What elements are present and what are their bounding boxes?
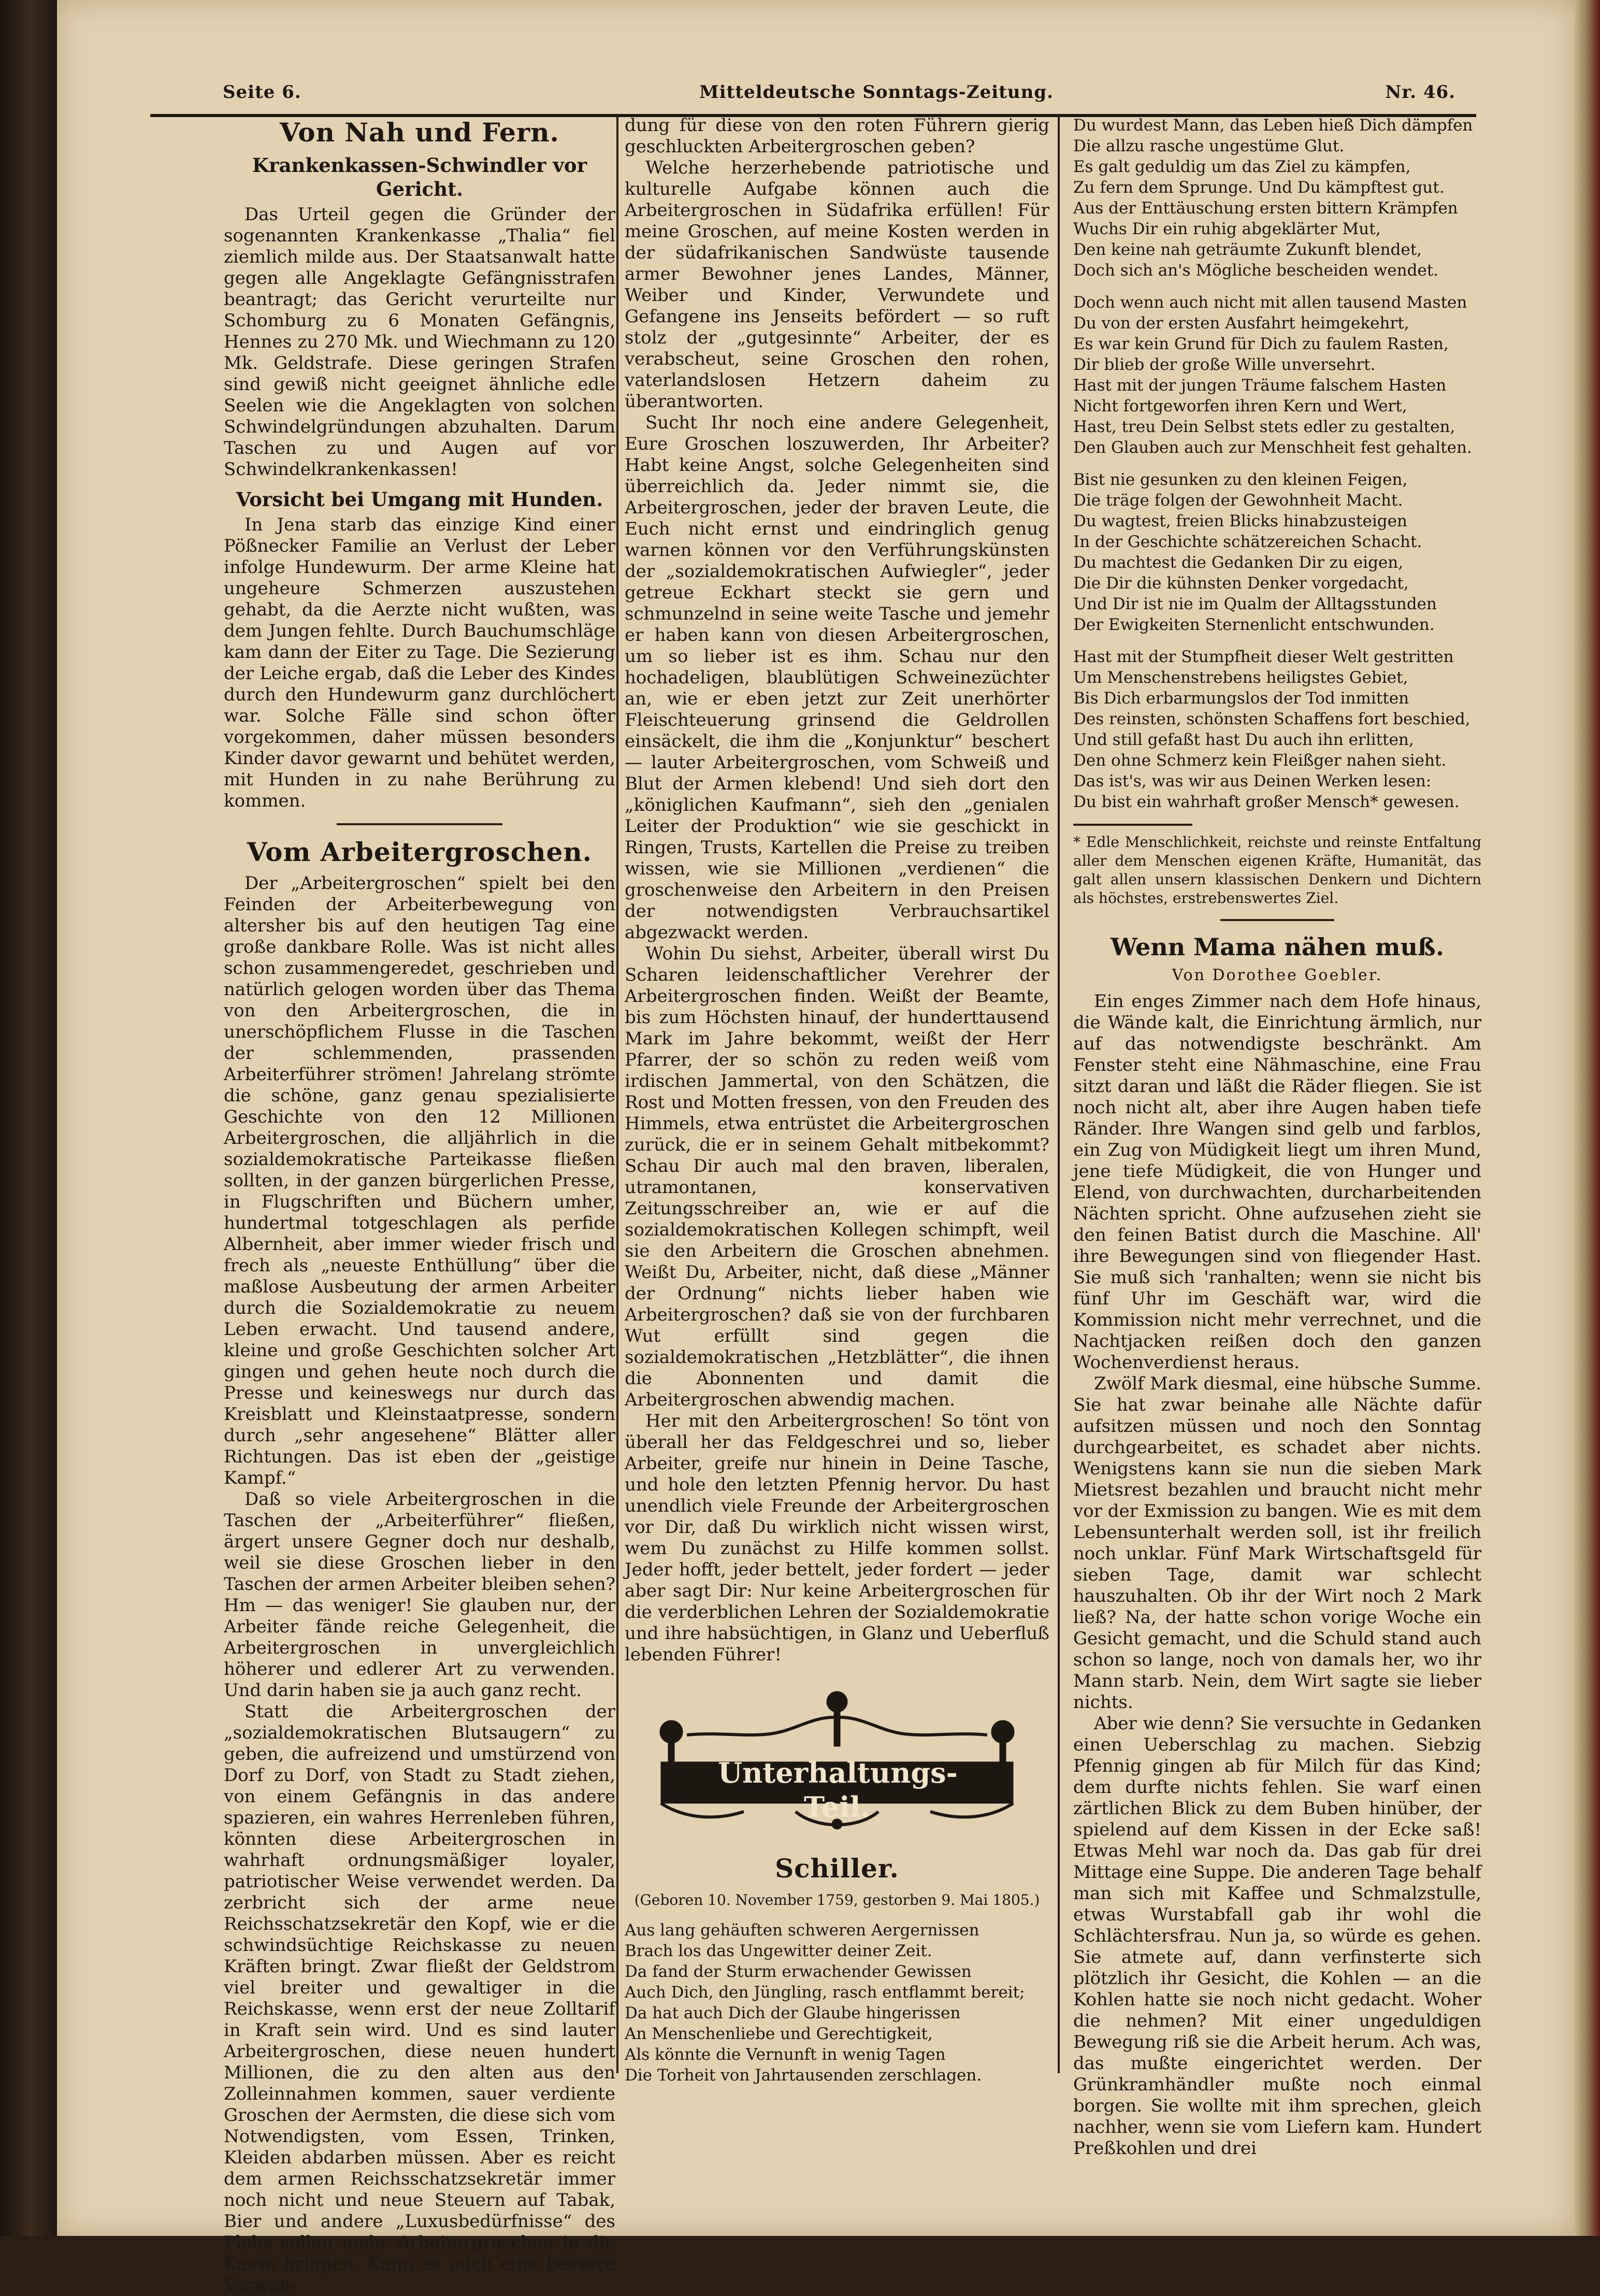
banner-title: Unterhaltungs-Teil. <box>718 1756 958 1824</box>
column-2 <box>625 115 1049 2097</box>
article-paragraph: In Jena starb das einzige Kind einer Pößnecker Familie an Verlust der Leber infolge Hundewurm. Der arme Kleine hat ungeheure Schmerzen auszustehen gehabt, da die Aerzte nicht wußten, was dem Jungen fehlte. Durch Bauchumschläge kam dann der Eiter zu Tage. Die Sezierung der Leiche ergab, daß die Leber des Kindes durch den Hundewurm ganz durchlöchert war. Solche Fälle sind schon öfter vorgekommen, daher müssen besonders Kinder davor gewarnt und behütet werden, mit Hunden in zu nahe Berührung zu kommen. <box>224 514 615 811</box>
article-paragraph: Aber wie denn? Sie versuchte in Gedanken einen Ueberschlag zu machen. Siebzig Pfennig gingen ab für Milch für das Kind; dem durfte nichts fehlen. Sie warf einen zärtlichen Blick zu dem Buben hinüber, der spielend auf dem Kissen in der Ecke saß! Etwas Mehl war noch da. Das gab für drei Mittage eine Suppe. Die anderen Tage behalf man sich mit Kaffee und Schmalzstulle, etwas Wurstabfall gab ihr wohl die Schlächtersfrau. Nun ja, so würde es gehen. Sie atmete auf, dann verfinsterte sich plötzlich ihr Gesicht, die Kohlen — an die Kohlen hatte sie noch nicht gedacht. Woher die nehmen? Mit einer ungeduldigen Bewegung riß sie die Arbeit herum. Ach was, das mußte eingerichtet werden. Der Grünkramhändler mußte noch einmal borgen. Sie wollte mit ihm sprechen, gleich nachher, wenn sie vom Liefern kam. Hundert Preßkohlen und drei <box>1073 1713 1481 2159</box>
section-title-von-nah-und-fern: Von Nah und Fern. <box>280 117 559 148</box>
page-header <box>150 78 1476 117</box>
article-paragraph: Zwölf Mark diesmal, eine hübsche Summe. Sie hat zwar beinahe alle Nächte dafür aufsitzen müssen und noch den Sonntag durchgearbeitet, es schadet aber nichts. Wenigstens kann sie nun die sieben Mark Mietsrest bezahlen und braucht nicht mehr vor der Exmission zu bangen. Wie es mit dem Lebensunterhalt werden soll, ist ihr freilich noch unklar. Fünf Mark Wirtschaftsgeld für sieben Tage, damit war schlecht hauszuhalten. Ob ihr der Wirt noch 2 Mark ließ? Na, der hatte schon vorige Woche ein Gesicht gemacht, und die Schuld stand auch schon so lange, noch von damals her, wo ihr Mann starb. Nein, dem Wirt sagte sie lieber nichts. <box>1073 1373 1481 1713</box>
issue-number: Nr. 46. <box>1385 82 1455 103</box>
headline-krankenkassen: Krankenkassen-Schwindler vor Gericht. <box>252 154 587 200</box>
poem-stanza: Hast mit der Stumpfheit dieser Welt gestritten Um Menschenstrebens heiligstes Gebiet, Bis Dich erbarmungslos der Tod inmitten Des reinsten, schönsten Schaffens fort beschied, Und still gefaßt hast Du auch ihn erlitten, Den ohne Schmerz kein Fleißger nahen sieht. Das ist's, was wir aus Deinen Werken lesen: Du bist ein wahrhaft großer Mensch* gewesen. <box>1073 648 1471 811</box>
article-paragraph: Der „Arbeitergroschen“ spielt bei den Feinden der Arbeiterbewegung von altersher bis auf den heutigen Tag eine große dankbare Rolle. Was ist nicht alles schon zusammengeredet, geschrieben und natürlich gelogen worden über das Thema von den Arbeitergroschen, die in unerschöpflichem Flusse in die Taschen der schlemmenden, prassenden Arbeiterführer strömen! Jahrelang strömte die schöne, ganz genau spezialisierte Geschichte von den 12 Millionen Arbeitergroschen, die alljährlich in die sozialdemokratische Parteikasse fließen sollten, in der ganzen bürgerlichen Presse, in Flugschriften und Büchern umher, hundertmal totgeschlagen als perfide Albernheit, aber immer wieder frisch und frech als „neueste Enthüllung“ über die maßlose Ausbeutung der armen Arbeiter durch die Sozialdemokratie zu neuem Leben erwacht. Und tausend andere, kleine und große Geschichten solcher Art gingen und gehen heute noch durch die Presse und keineswegs nur durch das Kreisblatt und Kleinstaatpresse, sondern durch „sehr angesehene“ Blätter aller Richtungen. Das ist eben der „geistige Kampf.“ <box>224 873 615 1488</box>
article-paragraph: dung für diese von den roten Führern gierig geschluckten Arbeitergroschen geben? <box>625 115 1049 157</box>
poem-stanza: Bist nie gesunken zu den kleinen Feigen, Die träge folgen der Gewohnheit Macht. Du wagtest, freien Blicks hinabzusteigen In der Geschichte schätzereichen Schacht. Du machtest die Gedanken Dir zu eigen, Die Dir die kühnsten Denker vorgedacht, Und Dir ist nie im Qualm der Alltagsstunden Der Ewigkeiten Sternenlicht entschwunden. <box>1073 470 1437 634</box>
story-title: Wenn Mama nähen muß. <box>1111 933 1444 961</box>
separator-rule <box>1073 824 1192 826</box>
article-paragraph: Das Urteil gegen die Gründer der sogenannten Krankenkasse „Thalia“ fiel ziemlich milde aus. Der Staatsanwalt hatte gegen alle Angeklagte Gefängnisstrafen beantragt; das Gericht verurteilte nur Schomburg zu 6 Monaten Gefängnis, Hennes zu 270 Mk. und Wiechmann zu 120 Mk. Geldstrafe. Diese geringen Strafen sind gewiß nicht geeignet ähnliche edle Seelen wie die Angeklagten von solchen Schwindelgründungen abzuhalten. Darum Taschen zu und Augen auf vor Schwindelkrankenkassen! <box>224 204 615 480</box>
article-paragraph: Sucht Ihr noch eine andere Gelegenheit, Eure Groschen loszuwerden, Ihr Arbeiter? Habt keine Angst, solche Gelegenheiten sind überreichlich da. Jeder nimmt sie, die Arbeitergroschen, jeder der braven Leute, die Euch nicht ernst und eindringlich genug warnen können vor den Verführungskünsten der „sozialdemokratischen Aufwiegler“, jeder getreue Eckhart steckt sie gern und schmunzelnd in seine weite Tasche und jemehr er haben kann von diesen Arbeitergroschen, um so lieber ist es ihm. Schau nur den hochadeligen, blaublütigen Schweinezüchter an, wie er eben jetzt zur Zeit unerhörter Fleischteuerung grinsend die Geldrollen einsäckelt, die ihm die „Konjunktur“ beschert — lauter Arbeitergroschen, vom Schweiß und Blut der Armen klebend! Und sieh dort den „königlichen Kaufmann“, sieh den „genialen Leiter der Produktion“ wie sie geschickt in Ringen, Trusts, Kartellen die Preise zu treiben wissen, wie sie Millionen „verdienen“ die groschenweise den Arbeitern in den Preisen der notwendigsten Verbrauchsartikel abgezwackt werden. <box>625 412 1049 943</box>
page-number: Seite 6. <box>223 82 301 103</box>
newspaper-title: Mitteldeutsche Sonntags-Zeitung. <box>699 82 1054 103</box>
poem-stanza: Aus lang gehäuften schweren Aergernissen Brach los das Ungewitter deiner Zeit. Da fand der Sturm erwachender Gewissen Auch Dich, den Jüngling, rasch entflammt bereit; Da hat auch Dich der Glaube hingerissen An Menschenliebe und Gerechtigkeit, Als könnte die Vernunft in wenig Tagen Die Torheit von Jahrtausenden zerschlagen. <box>625 1921 1025 2085</box>
article-paragraph: Ein enges Zimmer nach dem Hofe hinaus, die Wände kalt, die Einrichtung ärmlich, nur auf das notwendigste beschränkt. Am Fenster steht eine Nähmaschine, eine Frau sitzt daran und läßt die Räder fliegen. Sie ist noch nicht alt, aber ihre Augen haben tiefe Ränder. Ihre Wangen sind gelb und farblos, ein Zug von Müdigkeit liegt um ihren Mund, jene tiefe Müdigkeit, die von Hunger und Elend, von durchwachten, durcharbeitenden Nächten spricht. Ohne aufzusehen zieht sie den feinen Batist durch die Maschine. All' ihre Bewegungen sind von fliegender Hast. Sie muß sich 'ranhalten; wenn sie nicht bis fünf Uhr im Geschäft war, wird die Kommission nicht mehr verrechnet, und die Nachtjacken reißen doch den ganzen Wochenverdienst heraus. <box>1073 991 1481 1373</box>
column-rule-2 <box>1058 115 1060 2073</box>
poem <box>625 1920 1049 2086</box>
article-paragraph: Statt die Arbeitergroschen der „sozialdemokratischen Blutsaugern“ zu geben, die aufreizend und umstürzend von Dorf zu Dorf, von Stadt zu Stadt ziehen, von einem Gefängnis in das andere spazieren, ein wahres Herrenleben führen, könnten diese Arbeitergroschen in wahrhaft ordnungsmäßiger loyaler, patriotischer Weise verwendet werden. Da zerbricht sich der arme neue Reichsschatzsekretär den Kopf, wie er die schwindsüchtige Reichskasse zu neuen Kräften bringt. Zwar fließt der Geldstrom viel breiter und gewaltiger in die Reichskasse, wenn erst der neue Zolltarif in Kraft sein wird. Und es sind lauter Arbeitergroschen, diese neuen hundert Millionen, die zu den alten aus den Zolleinnahmen kommen, sauer verdiente Groschen der Aermsten, die diese sich vom Notwendigsten, vom Essen, Trinken, Kleiden abdarben müssen. Aber es reicht dem armen Reichsschatzsekretär immer noch nicht und neue Steuern auf Tabak, Bier und andere „Luxusbedürfnisse“ des Plebs sollen mehr Arbeitergroschen in die Kasse bringen. Kann es auch eine bessere Verwen- <box>224 1701 615 2295</box>
poem-stanza: Doch wenn auch nicht mit allen tausend Masten Du von der ersten Ausfahrt heimgekehrt, Es war kein Grund für Dich zu faulem Rasten, Dir blieb der große Wille unversehrt. Hast mit der jungen Träume falschem Hasten Nicht fortgeworfen ihren Kern und Wert, Hast, treu Dein Selbst stets edler zu gestalten, Den Glauben auch zur Menschheit fest gehalten. <box>1073 293 1472 457</box>
column-rule-1 <box>616 115 618 2073</box>
article-paragraph: Her mit den Arbeitergroschen! So tönt von überall her das Feldgeschrei und so, lieber Arbeiter, greife nur hinein in Deine Tasche, und hole den letzten Pfennig hervor. Du hast unendlich viele Freunde der Arbeitergroschen vor Dir, daß Du wirklich nicht wissen wirst, wem Du zunächst zu Hilfe kommen sollst. Jeder hofft, jeder bettelt, jeder fordert — jeder aber sagt Dir: Nur keine Arbeitergroschen für die verderblichen Lehren der Sozialdemokratie und ihre habsüchtigen, in Glanz und Ueberfluß lebenden Führer! <box>625 1411 1049 1665</box>
column-1 <box>224 115 615 2296</box>
section-title-arbeitergroschen: Vom Arbeitergroschen. <box>247 837 593 867</box>
poem-dates: (Geboren 10. November 1759, gestorben 9. Mai 1805.) <box>634 1891 1040 1908</box>
separator-rule <box>337 823 502 825</box>
poem-continued <box>1073 115 1481 812</box>
article-paragraph: Daß so viele Arbeitergroschen in die Taschen der „Arbeiterführer“ fließen, ärgert unsere Gegner doch nur deshalb, weil sie diese Groschen lieber in den Taschen der armen Arbeiter bleiben sehen? Hm — das weniger! Sie glauben nur, der Arbeiter fände reiche Gelegenheit, die Arbeitergroschen in unvergleichlich höherer und edlerer Art zu verwenden. Und darin haben sie ja auch ganz recht. <box>224 1489 615 1701</box>
column-3 <box>1073 115 1481 2159</box>
article-paragraph: Welche herzerhebende patriotische und kulturelle Aufgabe können auch die Arbeitergroschen in Südafrika erfüllen! Für meine Groschen, auf meine Kosten werden in der südafrikanischen Sandwüste tausende armer Bewohner jenes Landes, Männer, Weiber und Kinder, Verwundete und Gefangene ins Jenseits befördert — so ruft stolz der „gutgesinnte“ Arbeiter, der es verabscheut, seine Groschen den rohen, vaterlandslosen Hetzern daheim zu überantworten. <box>625 157 1049 412</box>
section-banner-ornament <box>640 1684 1034 1840</box>
poem-stanza: Du wurdest Mann, das Leben hieß Dich dämpfen Die allzu rasche ungestüme Glut. Es galt geduldig um das Ziel zu kämpfen, Zu fern dem Sprunge. Und Du kämpftest gut. Aus der Enttäuschung ersten bittern Krämpfen Wuchs Dir ein ruhig abgeklärter Mut, Den keine nah geträumte Zukunft blendet, Doch sich an's Mögliche bescheiden wendet. <box>1073 116 1473 280</box>
article-paragraph: Wohin Du siehst, Arbeiter, überall wirst Du Scharen leidenschaftlicher Verehrer der Arbeitergroschen finden. Weißt der Beamte, bis zum Höchsten hinauf, der hunderttausend Mark im Jahre bekommt, weißt der Herr Pfarrer, der so schön zu reden weiß vom irdischen Jammertal, von den Schätzen, die Rost und Motten fressen, von den Freuden des Himmels, etwa entrüstet die Arbeitergroschen zurück, die er in seinem Gehalt mitbekommt? Schau Dir auch mal den braven, liberalen, utramontanen, konservativen Zeitungsschreiber an, wie er auf die sozialdemokratischen Kollegen schimpft, weil sie den Arbeitern die Groschen abnehmen. Weißt Du, Arbeiter, nicht, daß diese „Männer der Ordnung“ nichts lieber haben wie Arbeitergroschen? daß sie von der furchbaren Wut erfüllt sind gegen die sozialdemokratischen „Hetzblätter“, die ihnen die Abonnenten und damit die Arbeitergroschen abwendig machen. <box>625 943 1049 1410</box>
separator-rule <box>1220 919 1334 921</box>
poem-title: Schiller. <box>775 1853 899 1884</box>
poem-footnote: * Edle Menschlichkeit, reichste und reinste Entfaltung aller dem Menschen eigenen Kräfte, Humanität, das galt allen unsern klassischen Denkern und Dichtern als höchstes, erstrebenswertes Ziel. <box>1073 834 1481 907</box>
story-byline: Von Dorothee Goebler. <box>1172 966 1383 984</box>
headline-hunden: Vorsicht bei Umgang mit Hunden. <box>236 488 603 511</box>
book-binding <box>0 0 57 2236</box>
page-edge <box>1575 0 1600 2236</box>
